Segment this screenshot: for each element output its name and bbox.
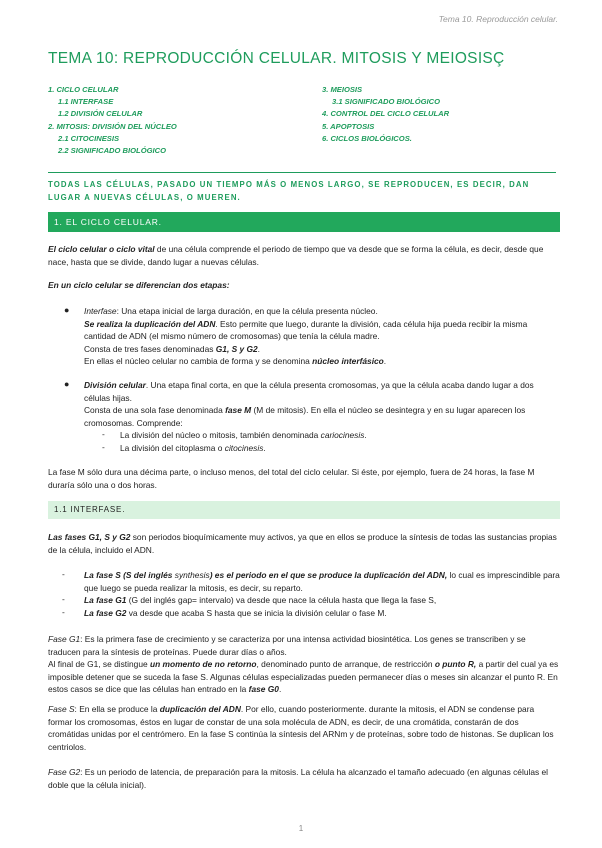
toc-item[interactable]: 4. CONTROL DEL CICLO CELULAR [322, 109, 450, 119]
fase-s-text: lo cual es imprescindible para que luego se pueda realizar la mitosis, es decir, su reparto. [84, 570, 560, 593]
sub-item-text: La división del citoplasma o [120, 443, 225, 453]
interfase-intro-term: Las fases G1, S y G2 [48, 532, 131, 542]
definition-term: El ciclo celular o ciclo vital [48, 244, 155, 254]
fase-s-mid: (S del inglés [120, 570, 175, 580]
g1b-mid: , denominado punto de arranque, de restricción [256, 659, 435, 669]
sub-item-text: La división del núcleo o mitosis, también denominada [120, 430, 321, 440]
division-block [84, 379, 558, 429]
g1-text: : Es la primera fase de crecimiento y se caracteriza por una intensa actividad biosintética. Los genes se transcriben y se traducen para la síntesis de proteínas. Puede durar días o años. [48, 634, 526, 657]
definition-text: de una célula comprende el periodo de tiempo que va desde que se forma la célula, es decir, desde que nace, hasta que se divide, dando lugar a nuevas células. [48, 244, 544, 267]
fase-m-rest: (M de mitosis). En ella el núcleo se desintegra y en su lugar aparecen los cromosomas. Comprende: [84, 405, 526, 428]
fase-g2-text: va desde que acaba S hasta que se inicia la división celular o fase M. [126, 608, 387, 618]
interfase-term: Interfase [84, 306, 117, 316]
toc-item[interactable]: 1.1 INTERFASE [58, 97, 114, 107]
section-heading-interfase: 1.1 INTERFASE. [48, 501, 560, 519]
toc-item[interactable]: 5. APOPTOSIS [322, 121, 375, 131]
g1b-pre: Al final de G1, se distingue [48, 659, 150, 669]
sub-item-term: citocinesis [224, 443, 264, 453]
page-title: TEMA 10: REPRODUCCIÓN CELULAR. MITOSIS Y MEIOSISÇ [48, 50, 505, 67]
toc-item[interactable]: 1. CICLO CELULAR [48, 85, 119, 94]
interfase-intro [48, 531, 560, 556]
toc-left [48, 84, 177, 157]
toc-item[interactable]: 6. CICLOS BIOLÓGICOS. [322, 133, 412, 143]
division-term: División celular [84, 380, 146, 390]
bullet-icon: ● [64, 379, 70, 389]
g1-paragraph [48, 633, 560, 658]
fase-g1-item [84, 594, 560, 607]
interfase-text: : Una etapa inicial de larga duración, en que la célula presenta núcleo. [116, 306, 378, 316]
duplication-term: Se realiza la duplicación del ADN [84, 318, 216, 329]
g1-restriction-paragraph: Al final de G1, se distingue un momento de no retorno, denominado punto de arranque, de restricción o punto R, a partir del cual ya es imposible detener que se suceda la fase S. Algunas células especializadas pueden permanecer días o meses sin alcanzar el punto R. En estos casos se dice que las células han entrado en la fase G0. [48, 659, 559, 695]
interfase-intro-text: son periodos bioquímicamente muy activos, ya que en ellos se produce la síntesis de todas las sustancias propias de la célula, incluido el ADN. [48, 532, 557, 555]
toc-item[interactable]: 2.2 SIGNIFICADO BIOLÓGICO [58, 146, 167, 156]
fase-g1-term: La fase G1 [84, 595, 127, 605]
stages-intro: En un ciclo celular se diferencian dos etapas: [48, 280, 230, 290]
fase-g2-item [84, 607, 560, 620]
toc-right [322, 84, 449, 145]
toc-item[interactable]: 1.2 DIVISIÓN CELULAR [58, 109, 143, 119]
page-number: 1 [298, 824, 304, 833]
toc-item[interactable]: 2.1 CITOCINESIS [58, 133, 120, 143]
bullet-icon: ● [64, 305, 70, 315]
fase-m-text: Consta de una sola fase denominada [84, 405, 226, 416]
phases-text: Consta de tres fases denominadas [84, 343, 216, 354]
fase-g2-term: La fase G2 [84, 608, 127, 618]
intro-statement: TODAS LAS CÉLULAS, PASADO UN TIEMPO MÁS O MENOS LARGO, SE REPRODUCEN, ES DECIR, DAN LUGAR A NUEVAS CÉLULAS, O MUEREN. [48, 172, 556, 204]
g2-paragraph [48, 766, 560, 791]
toc-item[interactable]: 2. MITOSIS: DIVISIÓN DEL NÚCLEO [48, 121, 177, 131]
dash-icon: - [62, 569, 65, 579]
fase-s-bold: ) es el periodo en el que se produce la duplicación del ADN, [209, 570, 448, 580]
nucleus-text: En ellas el núcleo celular no cambia de forma y se denomina [84, 356, 313, 367]
g1b-term: fase G0 [248, 684, 279, 695]
s-term: duplicación del ADN [159, 704, 241, 714]
duplication-text: . Esto permite que luego, durante la división, cada célula hija pueda recibir la misma cantidad de ADN (el mismo número de cromosomas) que tenía la célula madre. [84, 318, 528, 342]
sub-item-citocinesis: La división del citoplasma o citocinesis. [120, 443, 266, 453]
dash-icon: - [62, 594, 65, 604]
g2-term: Fase G2 [48, 767, 81, 777]
toc-item[interactable]: 3. MEIOSIS [322, 85, 363, 94]
g1-term: Fase G1 [48, 634, 81, 644]
fase-s-synthesis: synthesis [174, 570, 210, 580]
s-pre: : En ella se produce la [74, 704, 160, 714]
sub-item-cariocinesis: La división del núcleo o mitosis, también denominada cariocinesis. [120, 430, 367, 440]
dash-icon: - [102, 429, 105, 439]
g1b-term: un momento de no retorno [149, 659, 257, 669]
fase-s-item [84, 569, 560, 594]
sub-item-term: cariocinesis [320, 430, 365, 440]
definition-paragraph [48, 243, 560, 268]
nucleus-term: núcleo interfásico [312, 356, 384, 367]
fase-s-term: La fase S [84, 570, 121, 580]
page-header: Tema 10. Reproducción celular. [438, 14, 558, 24]
toc-item[interactable]: 3.1 SIGNIFICADO BIOLÓGICO [332, 97, 441, 107]
dash-icon: - [62, 607, 65, 617]
fase-g1-text: (G del inglés gap= intervalo) va desde que nace la célula hasta que llega la fase S, [126, 595, 437, 605]
g2-text: : Es un periodo de latencia, de preparación para la mitosis. La célula ha alcanzado el tamaño adecuado (en algunas células el doble que la célula inicial). [48, 767, 549, 790]
fase-m-note: La fase M sólo dura una décima parte, o incluso menos, del total del ciclo celular. Si éste, por ejemplo, fuera de 24 horas, la fase M duraría sólo una o dos horas. [48, 467, 535, 490]
fase-m-term: fase M [225, 405, 252, 416]
section-heading-ciclo-celular: 1. EL CICLO CELULAR. [48, 212, 560, 232]
s-term: Fase S [48, 704, 75, 714]
dash-icon: - [102, 442, 105, 452]
g1b-term: o punto R, [434, 659, 477, 669]
g1b-text: a partir del cual ya es imposible detener que se suceda la fase S. Algunas células especializadas pueden permanecer días o meses sin alcanzar el punto R. En estos casos se dice que las células han entrado en la [48, 659, 559, 695]
interfase-block: Interfase: Una etapa inicial de larga duración, en que la célula presenta núcleo. Se realiza la duplicación del ADN. Esto permite que luego, durante la división, cada célula hija pueda recibir la misma cantidad de ADN (el mismo número de cromosomas) que tenía la célula madre. Consta de tres fases denominadas G1, S y G2. En ellas el núcleo celular no cambia de forma y se denomina núcleo interfásico. [84, 306, 528, 367]
s-paragraph [48, 703, 560, 753]
division-text: . Una etapa final corta, en que la célula presenta cromosomas, ya que la célula acaba dando lugar a dos células hijas. [84, 380, 534, 403]
phases-term: G1, S y G2 [215, 343, 258, 354]
s-text: . Por ello, cuando posteriormente. durante la mitosis, el ADN se condense para formar los cromosomas, éstos en lugar de constar de una sola molécula de ADN, es decir, de una cromátida, constarán de dos cromátidas unidas por el centrómero. En la fase S continúa la síntesis del ARNm y de proteínas, sobre todo de histonas. Se duplican los centriolos. [48, 704, 554, 752]
